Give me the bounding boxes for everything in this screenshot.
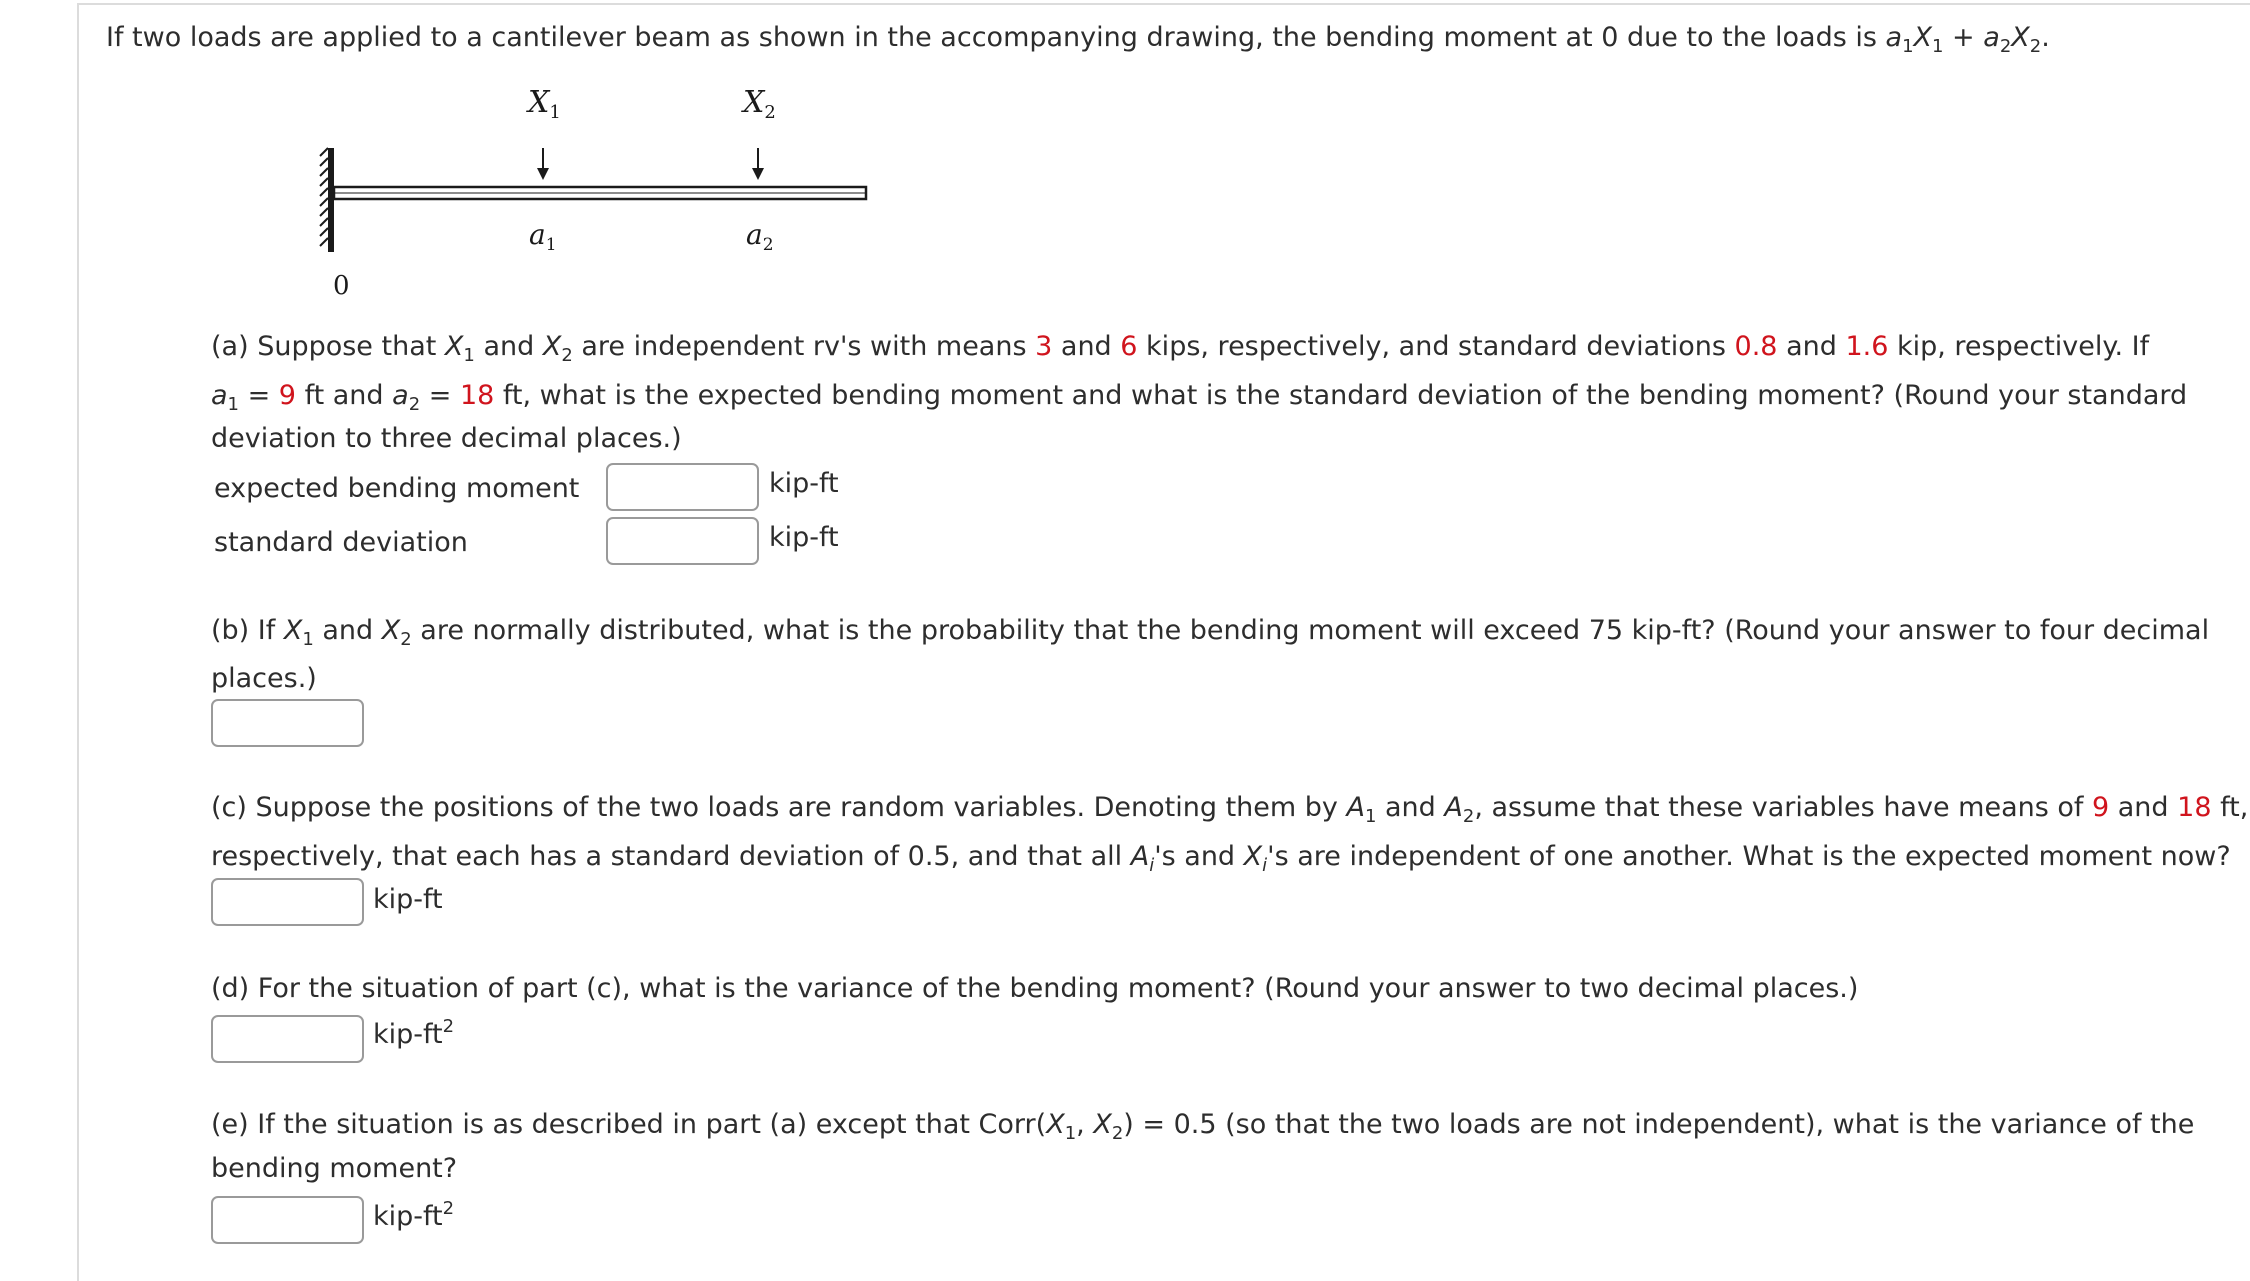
variance-c-input[interactable] [211, 1015, 364, 1063]
frame-left-border [77, 3, 79, 1281]
a1-value: 9 [278, 380, 296, 411]
arm1-label: $a_1$ [529, 218, 557, 255]
part-e-line1: (e) If the situation is as described in part (a) except that $Corr(X_1$, $X_2) = 0.5$ (so that the two loads are not independent), what is the variance of the [211, 1109, 2195, 1144]
expected-moment-input[interactable] [606, 463, 759, 511]
part-b-line2: places.) [211, 663, 317, 694]
sd1-value: 0.8 [1734, 331, 1778, 362]
part-a-line1: (a) Suppose that $X_1$ and $X_2$ are independent rv's with means 3 and 6 kips, respectively, and standard deviations 0.8 and 1.6 kip, respectively. If [211, 331, 2150, 366]
position-mean1-value: 9 [2091, 792, 2110, 823]
mean2-value: 6 [1120, 331, 1138, 362]
load1-label: $X_1$ [528, 85, 561, 123]
cantilever-beam-diagram [300, 80, 900, 310]
std-dev-label: standard deviation [214, 527, 468, 558]
part-a-line2: $a_1 = 9$ ft and $a_2 = 18$ ft, what is the expected bending moment and what is the standard deviation of the bending moment? (Round your standard [211, 380, 2188, 415]
part-d-text: (d) For the situation of part (c), what is the variance of the bending moment? (Round your answer to two decimal places.) [211, 973, 1859, 1004]
part-e-line2: bending moment? [211, 1153, 458, 1184]
a2-value: 18 [459, 380, 495, 411]
variance-e-input[interactable] [211, 1196, 364, 1244]
wall-hatching [320, 148, 334, 252]
part-a-line3: deviation to three decimal places.) [211, 423, 682, 454]
part-c-line2: respectively, that each has a standard deviation of 0.5, and that all $A_i's$ and $X_i's$ are independent of one another. What is the expected moment now? [211, 841, 2231, 876]
expected-moment-now-input[interactable] [211, 878, 364, 926]
expected-moment-label: expected bending moment [214, 473, 580, 504]
expected-moment-unit: kip-ft [769, 468, 839, 499]
load1-arrow [537, 148, 549, 180]
expected-moment-now-unit: kip-ft [373, 884, 443, 915]
load2-label: $X_2$ [743, 85, 776, 123]
variance-e-unit: kip-$ft^2$ [373, 1198, 455, 1232]
std-dev-input[interactable] [606, 517, 759, 565]
sd2-value: 1.6 [1845, 331, 1889, 362]
arm2-label: $a_2$ [746, 218, 774, 255]
position-mean2-value: 18 [2177, 792, 2212, 823]
probability-input[interactable] [211, 699, 364, 747]
frame-top-border [77, 3, 2250, 5]
load2-arrow [752, 148, 764, 180]
variance-c-unit: kip-$ft^2$ [373, 1016, 455, 1050]
origin-label: 0 [333, 271, 350, 301]
part-b-line1: (b) If $X_1$ and $X_2$ are normally distributed, what is the probability that the bending moment will exceed 75 kip-ft? (Round your answer to four decimal [211, 615, 2210, 650]
std-dev-unit: kip-ft [769, 522, 839, 553]
part-c-line1: (c) Suppose the positions of the two loads are random variables. Denoting them by $A_1$ and $A_2$, assume that these variables have means of 9 and 18 ft, [211, 792, 2249, 827]
intro-text: If two loads are applied to a cantilever beam as shown in the accompanying drawing, the bending moment at 0 due to the loads is $a_1X_1 + a_2X_2$. [106, 22, 2050, 57]
mean1-value: 3 [1035, 331, 1053, 362]
